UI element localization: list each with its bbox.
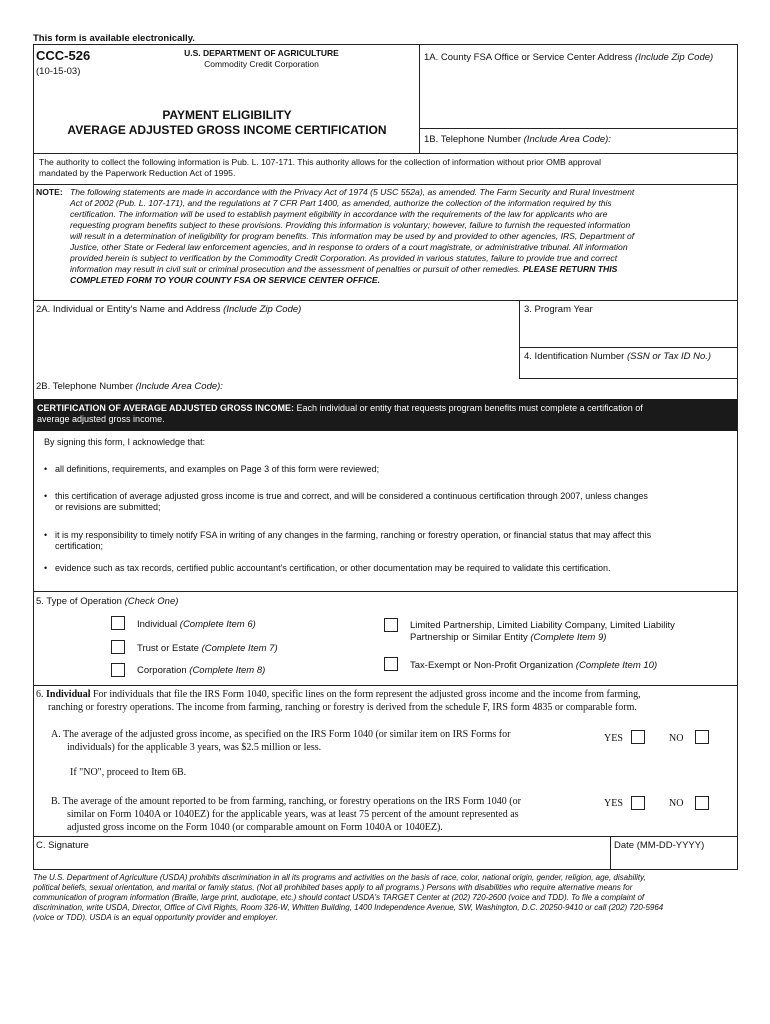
- privacy-act-notice: [70, 187, 738, 286]
- certification-heading-line-2: average adjusted gross income.: [37, 414, 165, 425]
- bullet-text: all definitions, requirements, and examples on Page 3 of this form were reviewed;: [55, 464, 380, 474]
- field-4-hint: (SSN or Tax ID No.): [626, 351, 712, 362]
- item-6a-yes-label: YES: [604, 733, 623, 744]
- acknowledgement-intro: By signing this form, I acknowledge that:: [44, 437, 206, 447]
- item-6-individual: [36, 688, 736, 714]
- note-label: NOTE:: [36, 187, 63, 197]
- option-hint: (Complete Item 8): [189, 665, 266, 676]
- item-6b-yes-label: YES: [604, 798, 623, 809]
- bullet-text: evidence such as tax records, certified public accountant's certification, or other documentation may be required to validate this certification.: [55, 563, 611, 573]
- bullet-text: certification;: [55, 541, 104, 552]
- field-2b-telephone[interactable]: [36, 381, 223, 393]
- field-4-label: 4. Identification Number: [524, 351, 625, 362]
- option-limited-partnership: [410, 620, 675, 644]
- item-6b-line: similar on Form 1040A or 1040EZ) for the applicable years, was at least 75 percent of the amount represented as: [67, 809, 519, 820]
- list-item: • this certification of average adjusted gross income is true and correct, and will be considered a continuous certification through 2007, unless changes or revisions are submitted;: [44, 491, 724, 514]
- option-text: Corporation: [137, 665, 187, 676]
- footer-line: communication of program information (Braille, large print, audiotape, etc.) should contact USDA's TARGET Center at (202) 720-2600 (voice and TDD). To file a complaint of: [33, 893, 645, 902]
- date-field[interactable]: Date (MM-DD-YYYY): [614, 840, 705, 851]
- footer-line: (voice or TDD). USDA is an equal opportunity provider and employer.: [33, 913, 278, 922]
- title-line-2: AVERAGE ADJUSTED GROSS INCOME CERTIFICATION: [67, 123, 387, 137]
- authority-line-2: mandated by the Paperwork Reduction Act of 1995.: [39, 168, 236, 178]
- bullet-text: or revisions are submitted;: [55, 502, 161, 513]
- field-2b-label: 2B. Telephone Number: [36, 381, 133, 392]
- option-individual: [137, 619, 256, 631]
- note-line: Act of 2002 (Pub. L. 107-171), and the regulations at 7 CFR Part 1400, as amended, authorize the collection of the information required by this: [70, 198, 612, 208]
- field-3-program-year[interactable]: 3. Program Year: [524, 304, 593, 315]
- bullet-text: this certification of average adjusted gross income is true and correct, and will be considered a continuous certification through 2007, unless changes: [55, 491, 648, 501]
- sub-agency-name: Commodity Credit Corporation: [204, 59, 319, 69]
- agency-name: U.S. DEPARTMENT OF AGRICULTURE: [184, 48, 339, 58]
- item-6b-question: [51, 795, 521, 834]
- field-4-identification-number[interactable]: [524, 351, 711, 363]
- item-6b-line: B. The average of the amount reported to be from farming, ranching, or forestry operations on the IRS Form 1040 (or: [51, 796, 521, 807]
- field-1a-county-office-address[interactable]: [424, 52, 713, 64]
- item-6-number: 6.: [36, 689, 44, 700]
- note-line: Justice, other State or Federal law enforcement agencies, and in response to orders of a court magistrate, or administrative tribunal. All information: [70, 242, 628, 252]
- checkbox-6b-yes[interactable]: [631, 796, 645, 810]
- note-line: provided herein is subject to verification by the Commodity Credit Corporation. As provided in various statutes, failure to provide true and correct: [70, 253, 618, 263]
- list-item: • all definitions, requirements, and examples on Page 3 of this form were reviewed;: [44, 464, 724, 475]
- note-line: The following statements are made in accordance with the Privacy Act of 1974 (5 USC 552a), as amended. The Farm Security and Rural Investment: [70, 187, 635, 197]
- checkbox-individual[interactable]: [111, 616, 125, 630]
- option-text: Tax-Exempt or Non-Profit Organization: [410, 660, 574, 671]
- certification-heading: CERTIFICATION OF AVERAGE ADJUSTED GROSS INCOME:: [37, 403, 295, 413]
- footer-line: political beliefs, sexual orientation, and marital or family status. (Not all prohibited bases apply to all programs.) Persons with disabilities who require alternative means for: [33, 883, 633, 892]
- option-text: Individual: [137, 619, 178, 630]
- list-item: • evidence such as tax records, certified public accountant's certification, or other documentation may be required to validate this certification.: [44, 563, 724, 574]
- checkbox-limited-partnership[interactable]: [384, 618, 398, 632]
- item-6a-if-no: If "NO", proceed to Item 6B.: [70, 767, 187, 778]
- item-5-type-of-operation: [36, 596, 178, 608]
- certification-banner: [34, 399, 737, 431]
- field-1b-telephone[interactable]: [424, 134, 611, 146]
- field-2a-hint: (Include Zip Code): [223, 304, 302, 315]
- option-text: Limited Partnership, Limited Liability Company, Limited Liability: [410, 620, 675, 631]
- item-6a-question: [51, 728, 510, 754]
- item-6b-no-label: NO: [669, 798, 684, 809]
- list-item: • it is my responsibility to timely notify FSA in writing of any changes in the farming, ranching or forestry operation, or financial status that may affect this certification;: [44, 530, 724, 553]
- option-text: Trust or Estate: [137, 643, 199, 654]
- item-6a-line: individuals) for the applicable 3 years, was $2.5 million or less.: [67, 742, 322, 753]
- item-6-intro-2: ranching or forestry operations. The income from farming, ranching or forestry is derived from the schedule F, IRS form 4835 or comparable form.: [48, 702, 637, 713]
- field-1a-label: 1A. County FSA Office or Service Center Address: [424, 52, 633, 63]
- item-6a-line: A. The average of the adjusted gross income, as specified on the IRS Form 1040 (or similar item on IRS Forms for: [51, 729, 511, 740]
- item-6a-no-label: NO: [669, 733, 684, 744]
- form-number: CCC-526: [36, 48, 91, 63]
- ccc-526-form: [33, 44, 738, 870]
- field-2a-label: 2A. Individual or Entity's Name and Address: [36, 304, 221, 315]
- checkbox-corporation[interactable]: [111, 663, 125, 677]
- item-6-title: Individual: [46, 689, 91, 700]
- note-line: certification. The information will be used to establish payment eligibility in accordance with the requirements of the law for applicants who are: [70, 209, 608, 219]
- item-6b-line: adjusted gross income on the Form 1040 (or comparable amount on Form 1040A or 1040EZ).: [67, 822, 443, 833]
- footer-line: The U.S. Department of Agriculture (USDA) prohibits discrimination in all its programs and activities on the basis of race, color, national origin, gender, religion, age, disability,: [33, 873, 646, 882]
- checkbox-trust-or-estate[interactable]: [111, 640, 125, 654]
- checkbox-tax-exempt[interactable]: [384, 657, 398, 671]
- signature-field[interactable]: C. Signature: [36, 840, 89, 851]
- option-trust-or-estate: [137, 643, 278, 655]
- availability-note: This form is available electronically.: [33, 33, 195, 44]
- field-1b-label: 1B. Telephone Number: [424, 134, 521, 145]
- return-instruction: PLEASE RETURN THIS: [522, 264, 618, 274]
- certification-heading-rest: Each individual or entity that requests program benefits must complete a certification of: [296, 403, 643, 413]
- option-hint: (Complete Item 7): [201, 643, 278, 654]
- note-line: will result in a determination of ineligibility for program benefits. This information may be used by and provided to other agencies, IRS, Department of: [70, 231, 635, 241]
- checkbox-6b-no[interactable]: [695, 796, 709, 810]
- checkbox-6a-no[interactable]: [695, 730, 709, 744]
- field-1a-hint: (Include Zip Code): [635, 52, 714, 63]
- option-tax-exempt: [410, 660, 657, 672]
- item-5-label: 5. Type of Operation: [36, 596, 122, 607]
- bullet-text: it is my responsibility to timely notify FSA in writing of any changes in the farming, ranching or forestry operation, or financial status that may affect this: [55, 530, 652, 540]
- note-line: requesting program benefits subject to these provisions. Providing this information is voluntary; however, failure to furnish the requested information: [70, 220, 631, 230]
- footer-line: discrimination, write USDA, Director, Office of Civil Rights, Room 326-W, Whitten Building, 1400 Independence Avenue, SW, Washington, D.C. 20250-9410 or call (202) 720-5964: [33, 903, 664, 912]
- note-line: information may result in civil suit or criminal prosecution and the assessment of penalties or pursuit of other remedies.: [70, 264, 521, 274]
- field-2b-hint: (Include Area Code):: [135, 381, 223, 392]
- nondiscrimination-statement: [33, 873, 738, 923]
- authority-line-1: The authority to collect the following information is Pub. L. 107-171. This authority allows for the collection of information without prior OMB approval: [39, 157, 602, 167]
- option-hint: (Complete Item 10): [575, 660, 658, 671]
- option-hint: (Complete Item 6): [179, 619, 256, 630]
- option-text: Partnership or Similar Entity: [410, 631, 528, 643]
- return-instruction-2: COMPLETED FORM TO YOUR COUNTY FSA OR SERVICE CENTER OFFICE.: [70, 275, 381, 285]
- form-date: (10-15-03): [36, 66, 81, 77]
- option-hint: (Complete Item 9): [530, 631, 607, 643]
- item-5-hint: (Check One): [124, 596, 179, 607]
- checkbox-6a-yes[interactable]: [631, 730, 645, 744]
- item-6-intro: For individuals that file the IRS Form 1040, specific lines on the form represent the adjusted gross income and the income from farming,: [92, 689, 641, 700]
- field-2a-name-address[interactable]: [36, 304, 301, 316]
- option-corporation: [137, 665, 265, 677]
- title-line-1: PAYMENT ELIGIBILITY: [162, 108, 292, 122]
- field-1b-hint: (Include Area Code):: [523, 134, 611, 145]
